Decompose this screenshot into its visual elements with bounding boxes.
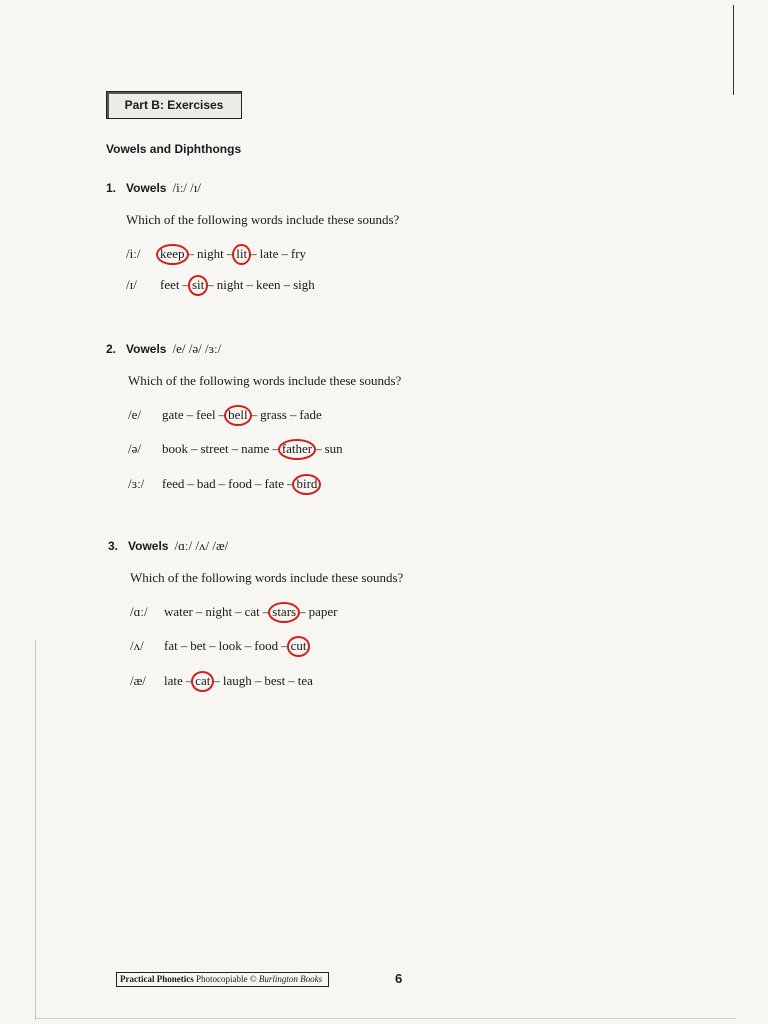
- word-separator: –: [218, 407, 226, 422]
- word: feel: [196, 407, 216, 422]
- answer-row: [128, 441, 343, 457]
- answer-row: [130, 673, 313, 689]
- circled-word: lit: [236, 246, 248, 261]
- word-separator: –: [209, 638, 216, 653]
- scan-edge-line: [733, 5, 734, 95]
- word: bad: [196, 476, 216, 491]
- sound-symbol: /e/: [128, 407, 141, 422]
- sound-symbol: /ʌ/: [130, 638, 144, 653]
- word: night: [216, 277, 244, 292]
- exercise-number: 1.: [106, 181, 117, 195]
- part-title-box: [106, 91, 242, 119]
- word-separator: –: [235, 604, 242, 619]
- answer-row: [128, 407, 322, 423]
- word-separator: –: [226, 246, 234, 261]
- word: grass: [260, 407, 287, 422]
- circled-word: bell: [228, 407, 248, 422]
- answer-row: [126, 246, 306, 262]
- sound-symbol: /ɪ/: [126, 277, 137, 292]
- footer-credit: [116, 972, 329, 987]
- word: paper: [308, 604, 338, 619]
- sound-symbol: /ɜː/: [128, 476, 145, 491]
- sound-symbol: /ə/: [128, 441, 141, 456]
- word: tea: [297, 673, 313, 688]
- word: water: [164, 604, 193, 619]
- word: name: [241, 441, 270, 456]
- exercise-label: Vowels: [126, 181, 167, 195]
- exercise-ipa: /e/ /ə/ /ɜː/: [172, 341, 222, 356]
- answer-row: [130, 638, 306, 654]
- circled-word: sit: [191, 277, 205, 292]
- word: fade: [299, 407, 322, 422]
- answer-row: [126, 277, 315, 293]
- circled-word: bird: [296, 476, 318, 491]
- word: look: [218, 638, 242, 653]
- word-separator: –: [186, 407, 194, 422]
- word: night: [197, 246, 224, 261]
- word: laugh: [222, 673, 252, 688]
- word-separator: –: [250, 407, 258, 422]
- word-separator: –: [283, 277, 291, 292]
- word-separator: –: [299, 604, 306, 619]
- sound-symbol: /iː/: [126, 246, 141, 261]
- circled-word: cut: [290, 638, 307, 653]
- word-separator: –: [246, 277, 254, 292]
- part-title: Part B: Exercises: [124, 98, 224, 112]
- exercise-title: [108, 538, 228, 554]
- word: fate: [264, 476, 284, 491]
- exercise-title: [106, 341, 221, 357]
- scan-bottom-line: [36, 1018, 736, 1019]
- word-separator: –: [281, 638, 288, 653]
- word: late: [259, 246, 279, 261]
- word: cat: [244, 604, 260, 619]
- footer-note: Photocopiable ©: [195, 974, 257, 984]
- exercise-number: 2.: [106, 342, 117, 356]
- word: sun: [324, 441, 343, 456]
- word: street: [200, 441, 229, 456]
- word-separator: –: [195, 604, 203, 619]
- word: fry: [290, 246, 307, 261]
- word: night: [205, 604, 233, 619]
- word: food: [254, 638, 279, 653]
- exercise-label: Vowels: [128, 539, 169, 553]
- word: feet: [160, 277, 180, 292]
- exercise-title: [106, 180, 201, 196]
- circled-word: father: [281, 441, 313, 456]
- scan-margin-line: [35, 640, 36, 1020]
- exercise-number: 3.: [108, 539, 119, 553]
- word-separator: –: [213, 673, 220, 688]
- word: food: [228, 476, 252, 491]
- word-separator: –: [187, 476, 194, 491]
- word-separator: –: [185, 673, 193, 688]
- exercise-question: Which of the following words include these sounds?: [128, 373, 402, 388]
- word-separator: –: [187, 246, 195, 261]
- exercise-label: Vowels: [126, 342, 167, 356]
- word-separator: –: [180, 638, 188, 653]
- word: book: [162, 441, 188, 456]
- word-separator: –: [218, 476, 226, 491]
- word: feed: [162, 476, 185, 491]
- exercise-question: Which of the following words include these sounds?: [126, 212, 400, 227]
- answer-row: [130, 604, 337, 620]
- word-separator: –: [207, 277, 214, 292]
- word: gate: [162, 407, 184, 422]
- word: bet: [190, 638, 207, 653]
- footer-publisher: Burlington Books: [258, 974, 323, 984]
- exercise-ipa: /iː/ /ɪ/: [172, 180, 202, 195]
- word-separator: –: [244, 638, 252, 653]
- word: late: [164, 673, 183, 688]
- exercise-ipa: /ɑː/ /ʌ/ /æ/: [174, 538, 229, 553]
- word-separator: –: [289, 407, 297, 422]
- word: sigh: [293, 277, 315, 292]
- page-number: 6: [395, 971, 403, 986]
- exercise-question: Which of the following words include these sounds?: [130, 570, 404, 585]
- word-separator: –: [182, 277, 189, 292]
- word-separator: –: [272, 441, 279, 456]
- answer-row: [128, 476, 317, 492]
- word-separator: –: [254, 673, 262, 688]
- word-separator: –: [286, 476, 294, 491]
- word: best: [264, 673, 286, 688]
- sound-symbol: /ɑː/: [130, 604, 148, 619]
- circled-word: cat: [195, 673, 211, 688]
- sound-symbol: /æ/: [130, 673, 146, 688]
- circled-word: stars: [272, 604, 297, 619]
- word: fat: [164, 638, 178, 653]
- section-heading: Vowels and Diphthongs: [106, 142, 242, 156]
- word-separator: –: [262, 604, 270, 619]
- word-separator: –: [231, 441, 239, 456]
- word: keen: [256, 277, 281, 292]
- word-separator: –: [315, 441, 322, 456]
- word-separator: –: [255, 476, 262, 491]
- word-separator: –: [288, 673, 295, 688]
- circled-word: keep: [160, 246, 185, 261]
- footer-book-title: Practical Phonetics: [120, 974, 194, 984]
- word-separator: –: [191, 441, 198, 456]
- word-separator: –: [250, 246, 257, 261]
- word-separator: –: [281, 246, 288, 261]
